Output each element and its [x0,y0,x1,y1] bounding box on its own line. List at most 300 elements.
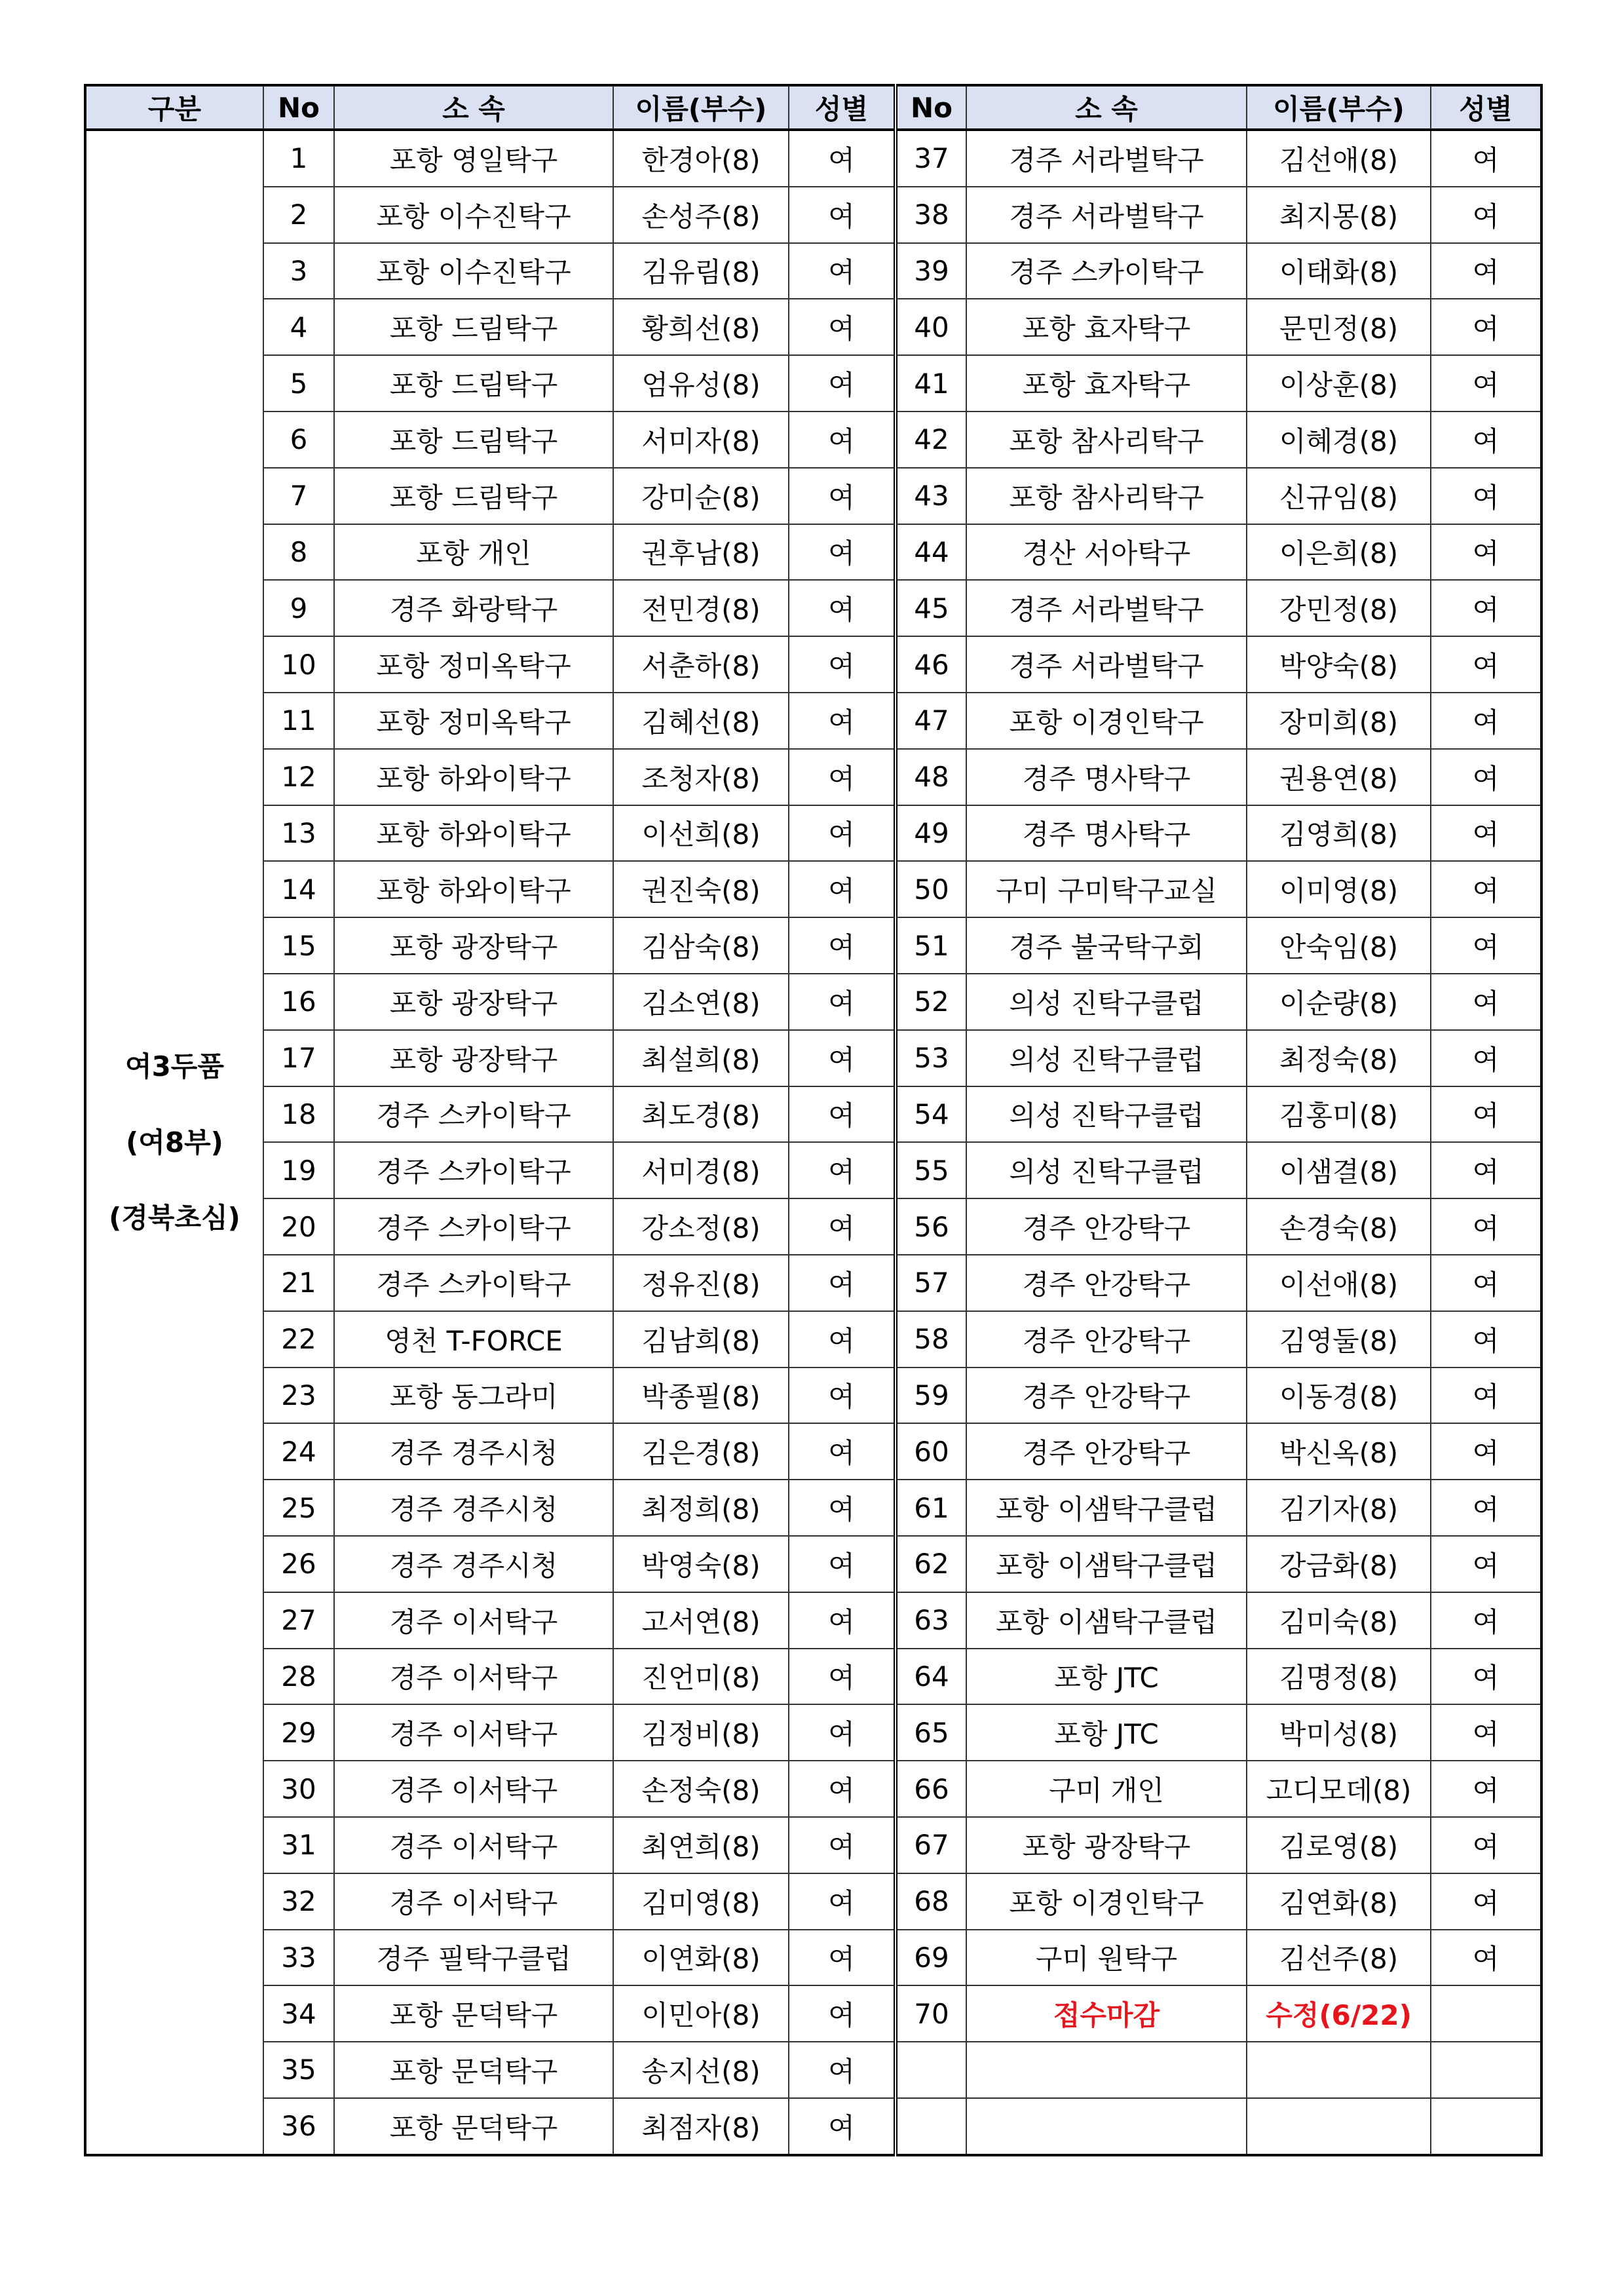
entry-name: 문민정(8) [1247,299,1431,355]
entry-name: 손정숙(8) [613,1761,789,1817]
entry-gender: 여 [1431,1761,1541,1817]
entry-gender: 여 [789,1198,896,1255]
header-group: 구분 [85,85,263,130]
entry-name: 이미영(8) [1247,861,1431,917]
entry-no: 69 [896,1930,966,1986]
entry-affiliation: 경주 스카이탁구 [334,1198,613,1255]
table-row [85,1423,1541,1480]
entry-name: 서미경(8) [613,1142,789,1198]
entry-no: 67 [896,1817,966,1873]
entry-gender: 여 [1431,974,1541,1030]
entry-affiliation: 포항 하와이탁구 [334,749,613,805]
entry-no: 36 [263,2098,334,2155]
table-row [85,1704,1541,1761]
entry-name: 조청자(8) [613,749,789,805]
entry-name: 이은희(8) [1247,524,1431,581]
entry-gender: 여 [1431,524,1541,581]
entry-no: 46 [896,636,966,693]
entry-affiliation: 경주 명사탁구 [966,805,1247,862]
table-row [85,2042,1541,2098]
entry-name: 박미성(8) [1247,1704,1431,1761]
entry-no [896,2098,966,2155]
entry-gender: 여 [789,468,896,524]
table-row [85,1649,1541,1705]
entry-affiliation: 포항 정미옥탁구 [334,636,613,693]
header-affiliation: 소 속 [334,85,613,130]
entry-gender: 여 [1431,1255,1541,1311]
entry-name: 권진숙(8) [613,861,789,917]
entry-affiliation: 경주 이서탁구 [334,1704,613,1761]
entry-affiliation: 경주 스카이탁구 [334,1086,613,1143]
table-row [85,468,1541,524]
entry-affiliation: 영천 T-FORCE [334,1311,613,1368]
entry-gender: 여 [789,299,896,355]
entry-name: 최연희(8) [613,1817,789,1873]
entry-name: 김홍미(8) [1247,1086,1431,1143]
entry-gender: 여 [1431,243,1541,299]
entry-gender: 여 [789,243,896,299]
entry-affiliation: 포항 효자탁구 [966,355,1247,411]
entry-gender: 여 [789,130,896,187]
entry-gender: 여 [1431,1649,1541,1705]
entry-name: 김선주(8) [1247,1930,1431,1986]
entry-affiliation: 포항 이경인탁구 [966,693,1247,749]
entry-affiliation: 포항 이샘탁구클럽 [966,1592,1247,1649]
entry-gender: 여 [1431,1873,1541,1930]
header-no-2: No [896,85,966,130]
entry-gender: 여 [1431,805,1541,862]
entry-no: 44 [896,524,966,581]
entry-name: 박영숙(8) [613,1536,789,1592]
entry-affiliation: 경주 스카이탁구 [334,1142,613,1198]
entry-name: 강소정(8) [613,1198,789,1255]
entry-no: 4 [263,299,334,355]
entry-no: 10 [263,636,334,693]
table-row [85,1142,1541,1198]
entry-no: 19 [263,1142,334,1198]
entry-name: 김로영(8) [1247,1817,1431,1873]
entry-name: 최도경(8) [613,1086,789,1143]
entry-name: 권후남(8) [613,524,789,581]
entry-affiliation: 의성 진탁구클럽 [966,1030,1247,1086]
entry-gender: 여 [789,1704,896,1761]
entry-no: 57 [896,1255,966,1311]
entry-no: 35 [263,2042,334,2098]
entry-affiliation: 포항 광장탁구 [334,974,613,1030]
entry-no: 11 [263,693,334,749]
entry-name: 서미자(8) [613,411,789,468]
entry-gender: 여 [789,1817,896,1873]
entry-gender: 여 [1431,1142,1541,1198]
entry-no: 25 [263,1480,334,1536]
entry-no: 61 [896,1480,966,1536]
table-row [85,861,1541,917]
entry-gender: 여 [1431,1311,1541,1368]
entry-gender: 여 [789,1368,896,1424]
entry-gender: 여 [789,1480,896,1536]
table-row [85,636,1541,693]
entry-affiliation: 경주 서라벌탁구 [966,580,1247,636]
entry-gender: 여 [789,1086,896,1143]
entry-affiliation: 포항 이수진탁구 [334,243,613,299]
entry-gender: 여 [1431,1086,1541,1143]
entry-no: 70 [896,1985,966,2042]
entry-gender: 여 [1431,355,1541,411]
roster-table [84,84,1543,2156]
entry-affiliation: 포항 광장탁구 [334,1030,613,1086]
entry-no: 6 [263,411,334,468]
entry-name: 이선희(8) [613,805,789,862]
table-row [85,299,1541,355]
entry-affiliation: 포항 JTC [966,1649,1247,1705]
entry-gender: 여 [1431,187,1541,243]
entry-no: 16 [263,974,334,1030]
entry-gender: 여 [1431,1423,1541,1480]
entry-name: 엄유성(8) [613,355,789,411]
entry-name: 김미영(8) [613,1873,789,1930]
entry-gender: 여 [1431,1480,1541,1536]
entry-no: 41 [896,355,966,411]
entry-no: 59 [896,1368,966,1424]
entry-affiliation: 경주 안강탁구 [966,1311,1247,1368]
entry-affiliation: 경주 스카이탁구 [334,1255,613,1311]
table-row [85,1030,1541,1086]
table-row [85,411,1541,468]
table-row [85,187,1541,243]
entry-affiliation: 경주 안강탁구 [966,1423,1247,1480]
entry-name: 김영둘(8) [1247,1311,1431,1368]
entry-gender: 여 [1431,468,1541,524]
entry-no: 17 [263,1030,334,1086]
entry-affiliation: 경주 이서탁구 [334,1817,613,1873]
entry-gender: 여 [789,1423,896,1480]
entry-gender: 여 [789,805,896,862]
entry-no: 32 [263,1873,334,1930]
entry-gender: 여 [789,187,896,243]
entry-gender: 여 [1431,1198,1541,1255]
entry-no: 20 [263,1198,334,1255]
entry-affiliation: 포항 이샘탁구클럽 [966,1536,1247,1592]
entry-gender: 여 [1431,1368,1541,1424]
entry-no: 34 [263,1985,334,2042]
table-row [85,1873,1541,1930]
header-no: No [263,85,334,130]
entry-affiliation: 포항 효자탁구 [966,299,1247,355]
entry-affiliation: 경주 이서탁구 [334,1592,613,1649]
table-row [85,1930,1541,1986]
table-row [85,1985,1541,2042]
entry-name: 김유림(8) [613,243,789,299]
header-gender: 성별 [789,85,896,130]
entry-no: 7 [263,468,334,524]
entry-name: 최정숙(8) [1247,1030,1431,1086]
entry-name: 송지선(8) [613,2042,789,2098]
entry-gender: 여 [1431,693,1541,749]
entry-affiliation: 포항 하와이탁구 [334,805,613,862]
entry-affiliation: 경주 이서탁구 [334,1649,613,1705]
entry-name: 김남희(8) [613,1311,789,1368]
entry-no: 45 [896,580,966,636]
group-label-line2: (여8부) [126,1126,223,1158]
table-row [85,1592,1541,1649]
entry-name [1247,2042,1431,2098]
entry-name: 김기자(8) [1247,1480,1431,1536]
entry-affiliation [966,2042,1247,2098]
entry-affiliation: 포항 광장탁구 [966,1817,1247,1873]
entry-gender: 여 [1431,1930,1541,1986]
entry-no: 65 [896,1704,966,1761]
table-row [85,917,1541,974]
entry-name: 강민정(8) [1247,580,1431,636]
entry-no: 39 [896,243,966,299]
entry-name: 정유진(8) [613,1255,789,1311]
entry-gender: 여 [1431,1817,1541,1873]
entry-no: 52 [896,974,966,1030]
entry-no: 15 [263,917,334,974]
entry-no: 23 [263,1368,334,1424]
entry-affiliation: 포항 문덕탁구 [334,2098,613,2155]
entry-name: 이상훈(8) [1247,355,1431,411]
entry-gender: 여 [1431,861,1541,917]
table-row [85,355,1541,411]
entry-no: 3 [263,243,334,299]
entry-affiliation [966,2098,1247,2155]
roster-body [85,130,1541,2155]
entry-affiliation: 경주 이서탁구 [334,1873,613,1930]
entry-affiliation: 경주 서라벌탁구 [966,636,1247,693]
entry-name: 이선애(8) [1247,1255,1431,1311]
entry-gender: 여 [789,2098,896,2155]
entry-gender: 여 [789,1930,896,1986]
entry-affiliation: 포항 이경인탁구 [966,1873,1247,1930]
entry-name: 김혜선(8) [613,693,789,749]
table-row [85,805,1541,862]
entry-name: 김은경(8) [613,1423,789,1480]
entry-affiliation: 의성 진탁구클럽 [966,974,1247,1030]
entry-affiliation: 경주 경주시청 [334,1423,613,1480]
entry-gender: 여 [789,1592,896,1649]
entry-name: 김연화(8) [1247,1873,1431,1930]
entry-gender: 여 [1431,917,1541,974]
entry-no: 2 [263,187,334,243]
entry-gender: 여 [789,1536,896,1592]
entry-no: 43 [896,468,966,524]
entry-name: 안숙임(8) [1247,917,1431,974]
entry-affiliation: 구미 개인 [966,1761,1247,1817]
entry-no: 27 [263,1592,334,1649]
entry-affiliation: 포항 문덕탁구 [334,2042,613,2098]
table-row [85,1255,1541,1311]
entry-gender: 여 [789,636,896,693]
entry-no: 33 [263,1930,334,1986]
entry-affiliation: 포항 JTC [966,1704,1247,1761]
entry-no: 64 [896,1649,966,1705]
entry-no: 5 [263,355,334,411]
entry-name: 이태화(8) [1247,243,1431,299]
entry-name: 고서연(8) [613,1592,789,1649]
entry-no: 51 [896,917,966,974]
entry-no: 60 [896,1423,966,1480]
entry-gender [1431,2098,1541,2155]
entry-name: 손성주(8) [613,187,789,243]
entry-affiliation: 경주 명사탁구 [966,749,1247,805]
entry-name: 이혜경(8) [1247,411,1431,468]
entry-no: 56 [896,1198,966,1255]
entry-gender: 여 [1431,749,1541,805]
entry-gender: 여 [1431,130,1541,187]
entry-affiliation: 포항 문덕탁구 [334,1985,613,2042]
entry-gender: 여 [1431,411,1541,468]
entry-name: 한경아(8) [613,130,789,187]
entry-name: 이샘결(8) [1247,1142,1431,1198]
table-row [85,693,1541,749]
entry-gender: 여 [789,355,896,411]
table-row [85,1198,1541,1255]
entry-no: 42 [896,411,966,468]
entry-affiliation: 경주 안강탁구 [966,1198,1247,1255]
entry-no: 66 [896,1761,966,1817]
entry-no: 9 [263,580,334,636]
entry-affiliation: 포항 드림탁구 [334,468,613,524]
entry-gender: 여 [1431,580,1541,636]
entry-affiliation: 포항 동그라미 [334,1368,613,1424]
entry-gender: 여 [789,1761,896,1817]
table-row [85,2098,1541,2155]
entry-affiliation: 포항 드림탁구 [334,411,613,468]
entry-no: 54 [896,1086,966,1143]
entry-no: 50 [896,861,966,917]
entry-name: 박양숙(8) [1247,636,1431,693]
entry-no: 38 [896,187,966,243]
entry-affiliation: 구미 구미탁구교실 [966,861,1247,917]
entry-affiliation: 포항 영일탁구 [334,130,613,187]
table-row [85,243,1541,299]
entry-no: 31 [263,1817,334,1873]
entry-gender: 여 [1431,299,1541,355]
entry-no: 12 [263,749,334,805]
header-affiliation-2: 소 속 [966,85,1247,130]
entry-name: 김소연(8) [613,974,789,1030]
entry-affiliation: 경주 경주시청 [334,1536,613,1592]
entry-name: 이연화(8) [613,1930,789,1986]
entry-name: 강미순(8) [613,468,789,524]
table-row [85,1536,1541,1592]
table-row [85,1480,1541,1536]
entry-gender: 여 [789,917,896,974]
entry-name: 김미숙(8) [1247,1592,1431,1649]
entry-name: 손경숙(8) [1247,1198,1431,1255]
entry-affiliation: 포항 참사리탁구 [966,468,1247,524]
entry-gender: 여 [789,974,896,1030]
entry-no: 48 [896,749,966,805]
table-row [85,130,1541,187]
entry-gender: 여 [789,1255,896,1311]
entry-affiliation: 경주 불국탁구회 [966,917,1247,974]
entry-name: 이동경(8) [1247,1368,1431,1424]
closing-note: 접수마감 [966,1985,1247,2042]
entry-affiliation: 경주 필탁구클럽 [334,1930,613,1986]
entry-gender: 여 [789,1311,896,1368]
entry-no: 58 [896,1311,966,1368]
entry-no: 28 [263,1649,334,1705]
entry-gender: 여 [789,1142,896,1198]
entry-affiliation: 포항 정미옥탁구 [334,693,613,749]
entry-name: 김명정(8) [1247,1649,1431,1705]
entry-name: 김선애(8) [1247,130,1431,187]
entry-name: 권용연(8) [1247,749,1431,805]
entry-name: 고디모데(8) [1247,1761,1431,1817]
entry-gender [1431,2042,1541,2098]
entry-gender: 여 [1431,1536,1541,1592]
table-row [85,1761,1541,1817]
entry-name: 전민경(8) [613,580,789,636]
entry-name: 서춘하(8) [613,636,789,693]
entry-name: 황희선(8) [613,299,789,355]
entry-affiliation: 경주 스카이탁구 [966,243,1247,299]
entry-affiliation: 의성 진탁구클럽 [966,1142,1247,1198]
entry-no: 29 [263,1704,334,1761]
group-label [85,130,263,2155]
entry-gender: 여 [789,1985,896,2042]
entry-gender: 여 [1431,1592,1541,1649]
table-row [85,524,1541,581]
entry-no: 30 [263,1761,334,1817]
entry-name: 장미희(8) [1247,693,1431,749]
entry-name [1247,2098,1431,2155]
entry-gender: 여 [789,2042,896,2098]
entry-no: 63 [896,1592,966,1649]
entry-no: 26 [263,1536,334,1592]
entry-no: 22 [263,1311,334,1368]
entry-no: 14 [263,861,334,917]
entry-name: 김정비(8) [613,1704,789,1761]
entry-no: 37 [896,130,966,187]
table-row [85,1817,1541,1873]
entry-affiliation: 경주 서라벌탁구 [966,130,1247,187]
header-row [85,85,1541,130]
entry-affiliation: 경산 서아탁구 [966,524,1247,581]
entry-name: 강금화(8) [1247,1536,1431,1592]
entry-no: 53 [896,1030,966,1086]
entry-name: 최정희(8) [613,1480,789,1536]
entry-gender: 여 [1431,636,1541,693]
header-name-2: 이름(부수) [1247,85,1431,130]
entry-affiliation: 포항 참사리탁구 [966,411,1247,468]
entry-affiliation: 포항 광장탁구 [334,917,613,974]
entry-no: 47 [896,693,966,749]
entry-gender: 여 [1431,1704,1541,1761]
entry-no: 49 [896,805,966,862]
entry-no: 18 [263,1086,334,1143]
entry-no: 24 [263,1423,334,1480]
table-row [85,580,1541,636]
entry-gender: 여 [789,524,896,581]
header-name: 이름(부수) [613,85,789,130]
entry-affiliation: 경주 서라벌탁구 [966,187,1247,243]
entry-name: 박신옥(8) [1247,1423,1431,1480]
table-row [85,974,1541,1030]
entry-name: 신규임(8) [1247,468,1431,524]
group-label-line3: (경북초심) [109,1202,240,1234]
entry-gender: 여 [789,1873,896,1930]
entry-name: 최설희(8) [613,1030,789,1086]
group-label-line1: 여3두품 [125,1050,224,1083]
entry-gender: 여 [789,580,896,636]
entry-no: 8 [263,524,334,581]
entry-name: 최지몽(8) [1247,187,1431,243]
entry-no: 1 [263,130,334,187]
entry-affiliation: 포항 이샘탁구클럽 [966,1480,1247,1536]
